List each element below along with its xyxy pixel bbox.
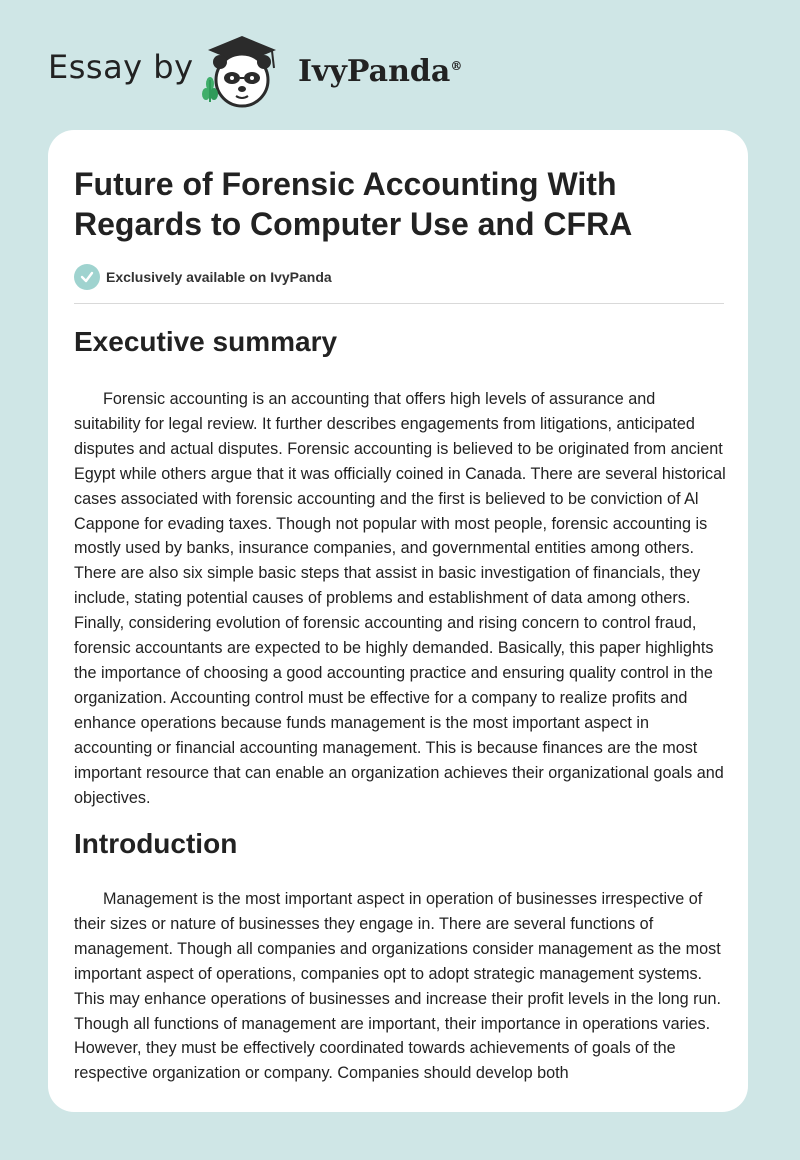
essay-by-label: Essay by [48,48,194,86]
panda-face-icon [213,54,271,106]
site-header [0,0,800,120]
section-heading-executive-summary: Executive summary [74,326,338,357]
divider [74,303,724,304]
article-card [48,130,748,1112]
section-paragraph-executive-summary: Forensic accounting is an accounting that offers high levels of assurance and suitability for legal review. It further describes engagements from litigations, anticipated disputes and actual disputes. Forensic accounting is believed to be originated from ancient Egypt while others argue that it was officially coined in Canada. There are several historical cases associated with forensic accounting and the first is believed to be conviction of Al Cappone for evading taxes. Though not popular with most people, forensic accounting is mostly used by banks, insurance companies, and governmental entities among others. There are also six simple basic steps that assist in basic investigation of financials, they include, stating potential causes of problems and establishment of data among others. Finally, considering evolution of forensic accounting and rising concern to control fraud, forensic accountants are expected to be highly demanded. Basically, this paper highlights the importance of choosing a good accounting practice and ensuring quality control in the organization. Accounting control must be effective for a company to realize profits and enhance operations because funds management is the most important aspect in accounting or financial accounting management. This is because finances are the most important resource that can enable an organization achieves their organizational goals and objectives. [74,390,726,807]
article-title: Future of Forensic Accounting With Regards to Computer Use and CFRA [74,166,633,242]
exclusive-badge [74,263,332,291]
brand-name[interactable]: IvyPanda® [298,54,463,89]
section-heading-introduction: Introduction [74,828,238,859]
section-paragraph-introduction: Management is the most important aspect in operation of businesses irrespective of their sizes or nature of businesses they engage in. There are several functions of management. Though all companies and organizations consider management as the most important aspect of operations, companies opt to adopt strategic management systems. This may enhance operations of businesses and increase their profit levels in the long run. Though all functions of management are important, their importance in operations varies. However, they must be effectively coordinated towards achievements of goals of the respective organization or company. Companies should develop both [74,890,721,1083]
exclusive-label: Exclusively available on IvyPanda [106,269,332,285]
checkmark-icon [74,264,100,290]
